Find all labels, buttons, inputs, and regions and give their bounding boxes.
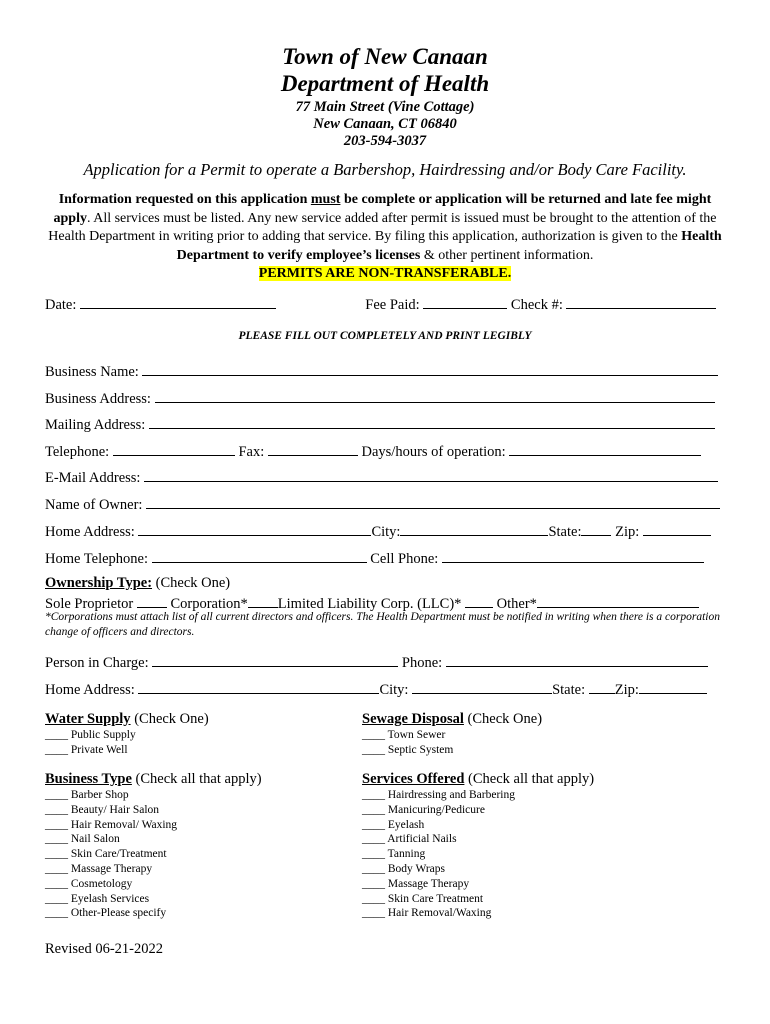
home-telephone-row bbox=[45, 548, 704, 568]
business-name-row bbox=[45, 361, 718, 381]
owner-name-field[interactable] bbox=[146, 494, 720, 509]
business-type-heading bbox=[45, 771, 262, 788]
list-item[interactable]: ____ Septic System bbox=[362, 743, 454, 756]
list-item[interactable]: ____ Hairdressing and Barbering bbox=[362, 789, 515, 801]
home-telephone-label: Home Telephone: bbox=[45, 551, 149, 567]
email-field[interactable] bbox=[144, 467, 718, 482]
sewage-disposal-list bbox=[362, 728, 453, 758]
cell-phone-field[interactable] bbox=[442, 548, 704, 563]
list-item[interactable]: ____ Nail Salon bbox=[45, 833, 120, 846]
telephone-label: Telephone: bbox=[45, 444, 110, 460]
llc-blank[interactable] bbox=[248, 593, 278, 608]
phone-field[interactable] bbox=[446, 652, 708, 667]
services-offered-check: (Check all that apply) bbox=[464, 771, 595, 787]
sewage-disposal-heading bbox=[362, 711, 542, 728]
business-name-field[interactable] bbox=[142, 361, 718, 376]
list-item[interactable]: ____ Skin Care/Treatment bbox=[45, 848, 167, 861]
fee-paid-field[interactable] bbox=[423, 294, 507, 309]
home-address-label-2: Home Address: bbox=[45, 682, 135, 698]
business-name-label: Business Name: bbox=[45, 364, 139, 380]
water-supply-check: (Check One) bbox=[130, 711, 209, 727]
fax-label: Fax: bbox=[238, 444, 265, 460]
city-label-2: City: bbox=[379, 682, 409, 698]
services-offered-heading bbox=[362, 771, 594, 788]
list-item[interactable]: ____ Hair Removal/Waxing bbox=[362, 907, 492, 920]
non-transferable-notice: PERMITS ARE NON-TRANSFERABLE. bbox=[258, 266, 512, 281]
check-number-field[interactable] bbox=[566, 294, 716, 309]
zip-label: Zip: bbox=[615, 524, 640, 540]
home-address-field-2[interactable] bbox=[138, 679, 379, 694]
mailing-address-label: Mailing Address: bbox=[45, 417, 146, 433]
home-address-row bbox=[45, 521, 711, 541]
address-line-2: New Canaan, CT 06840 bbox=[313, 116, 457, 132]
corporation-blank[interactable] bbox=[137, 593, 167, 608]
list-item[interactable]: ____ Massage Therapy bbox=[362, 877, 470, 890]
mailing-address-row bbox=[45, 414, 715, 434]
list-item[interactable]: ____ Skin Care Treatment bbox=[362, 892, 484, 905]
list-item[interactable]: ____ Manicuring/Pedicure bbox=[362, 803, 485, 816]
list-item[interactable]: ____ Eyelash Services bbox=[45, 892, 150, 905]
list-item[interactable]: ____ Eyelash bbox=[362, 818, 425, 831]
department-title: Department of Health bbox=[280, 71, 490, 96]
ownership-heading: Ownership Type: bbox=[45, 575, 153, 591]
ownership-heading-row bbox=[45, 575, 230, 592]
city-field-2[interactable] bbox=[412, 679, 552, 694]
list-item[interactable]: ____ Cosmetology bbox=[45, 877, 133, 890]
address-line-1: 77 Main Street (Vine Cottage) bbox=[295, 99, 475, 115]
email-label: E-Mail Address: bbox=[45, 470, 141, 486]
zip-field[interactable] bbox=[643, 521, 711, 536]
info-text-1: Information requested on this application bbox=[58, 192, 311, 207]
list-item[interactable]: ____ Tanning bbox=[362, 848, 426, 861]
phone-number: 203-594-3037 bbox=[343, 133, 427, 149]
date-field[interactable] bbox=[80, 294, 276, 309]
telephone-field[interactable] bbox=[113, 441, 235, 456]
home-address-field[interactable] bbox=[138, 521, 371, 536]
water-supply-list bbox=[45, 728, 136, 758]
services-offered-title: Services Offered bbox=[362, 771, 465, 787]
ownership-check-one: (Check One) bbox=[152, 575, 231, 591]
info-text-3: . All services must be listed. Any new service added after permit is issued must be brought to the attention of the Health Department in writing prior to adding that service. By filing this application, authorization is given to the bbox=[48, 210, 717, 244]
list-item[interactable]: ____ Beauty/ Hair Salon bbox=[45, 803, 160, 816]
zip-field-2[interactable] bbox=[639, 679, 707, 694]
list-item[interactable]: ____ Private Well bbox=[45, 743, 128, 756]
info-text-5: & other pertinent information. bbox=[420, 247, 594, 263]
sewage-disposal-check: (Check One) bbox=[463, 711, 543, 727]
water-supply-heading bbox=[45, 711, 209, 728]
list-item[interactable]: ____ Public Supply bbox=[45, 729, 136, 741]
state-field[interactable] bbox=[581, 521, 611, 536]
business-type-check: (Check all that apply) bbox=[131, 771, 262, 787]
corporation-label: Corporation* bbox=[170, 596, 248, 612]
list-item[interactable]: ____ Hair Removal/ Waxing bbox=[45, 818, 178, 831]
business-type-title: Business Type bbox=[45, 771, 132, 787]
list-item[interactable]: ____ Body Wraps bbox=[362, 862, 446, 875]
list-item[interactable]: ____ Massage Therapy bbox=[45, 862, 153, 875]
business-type-list bbox=[45, 788, 177, 921]
corporation-note: *Corporations must attach list of all current directors and officers. The Health Department must be notified in writing when there is a corporation change of officers and directors. bbox=[45, 611, 720, 638]
date-fee-row bbox=[45, 294, 716, 314]
water-supply-title: Water Supply bbox=[45, 711, 131, 727]
email-row bbox=[45, 467, 718, 487]
city-label: City: bbox=[371, 524, 401, 540]
owner-name-label: Name of Owner: bbox=[45, 497, 143, 513]
sewage-disposal-title: Sewage Disposal bbox=[362, 711, 464, 727]
state-field-2[interactable] bbox=[589, 679, 615, 694]
info-text-4: Health Department to verify employee’s licenses bbox=[176, 229, 722, 263]
other-label: Other* bbox=[496, 596, 537, 612]
home-address-label: Home Address: bbox=[45, 524, 135, 540]
city-field[interactable] bbox=[400, 521, 548, 536]
llc-label: Limited Liability Corp. (LLC)* bbox=[277, 596, 462, 612]
business-address-field[interactable] bbox=[155, 388, 715, 403]
person-in-charge-label: Person in Charge: bbox=[45, 655, 149, 671]
services-offered-list bbox=[362, 788, 515, 921]
other-blank[interactable] bbox=[465, 593, 493, 608]
days-hours-field[interactable] bbox=[509, 441, 701, 456]
fax-field[interactable] bbox=[268, 441, 358, 456]
info-must: must bbox=[310, 192, 341, 207]
cell-phone-label: Cell Phone: bbox=[370, 551, 439, 567]
list-item[interactable]: ____ Town Sewer bbox=[362, 729, 446, 741]
telephone-row bbox=[45, 441, 701, 461]
application-subtitle: Application for a Permit to operate a Barbershop, Hairdressing and/or Body Care Facility. bbox=[83, 160, 687, 179]
business-address-row bbox=[45, 388, 715, 408]
revision-date: Revised 06-21-2022 bbox=[45, 941, 163, 957]
person-in-charge-field[interactable] bbox=[152, 652, 398, 667]
business-address-label: Business Address: bbox=[45, 391, 151, 407]
person-in-charge-row bbox=[45, 652, 708, 672]
instructions-paragraph bbox=[42, 191, 728, 284]
owner-name-row bbox=[45, 494, 720, 514]
sole-proprietor-label: Sole Proprietor bbox=[45, 596, 134, 612]
list-item[interactable]: ____ Artificial Nails bbox=[362, 833, 457, 846]
home-telephone-field[interactable] bbox=[152, 548, 367, 563]
other-specify-field[interactable] bbox=[537, 593, 699, 608]
state-label-2: State: bbox=[552, 682, 586, 698]
list-item[interactable]: ____ Barber Shop bbox=[45, 789, 129, 801]
info-text-2: be complete or application will be returned and late fee might apply bbox=[53, 192, 712, 226]
fee-paid-label: Fee Paid: bbox=[365, 297, 420, 313]
check-number-label: Check #: bbox=[510, 297, 563, 313]
mailing-address-field[interactable] bbox=[149, 414, 715, 429]
town-title: Town of New Canaan bbox=[282, 44, 488, 69]
date-label: Date: bbox=[45, 297, 77, 313]
zip-label-2: Zip: bbox=[614, 682, 639, 698]
fill-instructions: PLEASE FILL OUT COMPLETELY AND PRINT LEGIBLY bbox=[238, 330, 532, 342]
days-hours-label: Days/hours of operation: bbox=[361, 444, 506, 460]
phone-label: Phone: bbox=[401, 655, 443, 671]
list-item[interactable]: ____ Other-Please specify bbox=[45, 907, 167, 920]
state-label: State: bbox=[548, 524, 582, 540]
home-address-row-2 bbox=[45, 679, 707, 699]
